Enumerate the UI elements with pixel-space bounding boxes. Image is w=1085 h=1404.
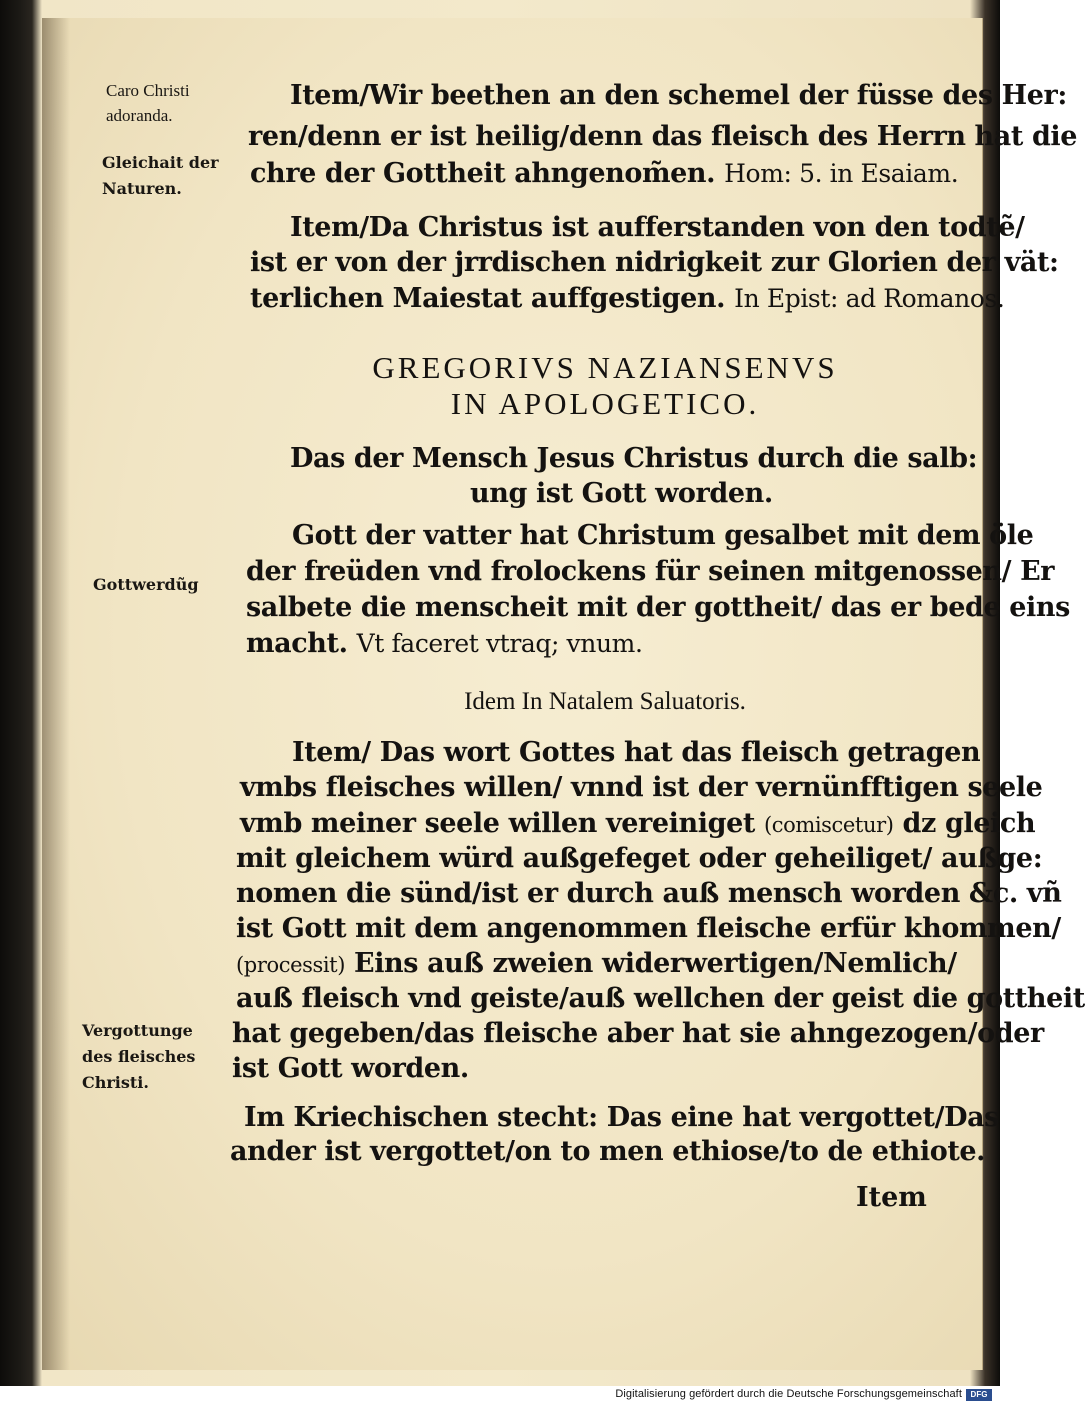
text-line: Im Kriechischen stecht: Das eine hat vergottet/Das — [244, 1102, 999, 1133]
text-segment: dz gleich — [902, 808, 1036, 839]
text-line: nomen die sünd/ist er durch auß mensch worden &c. vñ — [236, 878, 1062, 909]
text-line: Item/ Das wort Gottes hat das fleisch getragen — [292, 737, 981, 768]
text-line: salbete die menscheit mit der gottheit/ das er bede eins — [246, 592, 1070, 623]
margin-note: Naturen. — [102, 179, 182, 198]
margin-note: Gleichait der — [102, 153, 219, 172]
text-line — [250, 158, 958, 189]
text-line — [240, 808, 1035, 839]
text-line: der freüden vnd frolockens für seinen mitgenossen/ Er — [246, 556, 1055, 587]
footer-bar — [0, 1386, 1000, 1404]
section-heading: IN APOLOGETICO. — [450, 386, 760, 421]
latin-gloss: (processit) — [236, 953, 346, 977]
text-line: vmbs fleisches willen/ vnnd ist der vernünfftigen seele — [240, 772, 1043, 803]
latin-phrase: Vt faceret vtraq; vnum. — [356, 629, 643, 658]
margin-note: Vergottunge — [82, 1021, 193, 1040]
text-line — [236, 948, 957, 979]
margin-note: des fleisches — [82, 1047, 196, 1066]
citation: Hom: 5. in Esaiam. — [724, 159, 959, 188]
margin-note: Caro Christi — [106, 81, 190, 100]
catchword: Item — [856, 1182, 927, 1213]
dfg-logo: DFG — [966, 1389, 992, 1401]
text-segment: terlichen Maiestat auffgestigen. — [250, 283, 726, 314]
text-line: hat gegeben/das fleische aber hat sie ahngezogen/oder — [232, 1018, 1044, 1049]
text-segment: macht. — [246, 628, 348, 659]
text-line: Item/Wir beethen an den schemel der füsse des Her: — [290, 80, 1067, 111]
text-line: Gott der vatter hat Christum gesalbet mit dem öle — [292, 520, 1034, 551]
footer-credit: Digitalisierung gefördert durch die Deutsche Forschungsgemeinschaft — [615, 1388, 962, 1400]
text-line: ist Gott worden. — [232, 1053, 469, 1084]
text-segment: Eins auß zweien widerwertigen/Nemlich/ — [354, 948, 957, 979]
text-line: auß fleisch vnd geiste/auß wellchen der geist die gottheit — [236, 983, 1085, 1014]
margin-note: Gottwerdũg — [93, 575, 199, 594]
text-line — [250, 283, 1004, 314]
citation: In Epist: ad Romanos. — [734, 284, 1005, 313]
subheading: ung ist Gott worden. — [470, 478, 773, 509]
text-line: mit gleichem würd außgefeget oder geheiliget/ außge: — [236, 843, 1043, 874]
gutter-shadow — [42, 18, 70, 1370]
text-line: ist er von der jrrdischen nidrigkeit zur Glorien der vät: — [250, 247, 1059, 278]
text-line: ander ist vergottet/on to men ethiose/to de ethiote. — [230, 1136, 986, 1167]
text-segment: chre der Gottheit ahngenom̃en. — [250, 158, 716, 189]
latin-gloss: (comiscetur) — [763, 813, 894, 837]
text-line: Item/Da Christus ist aufferstanden von den todtẽ/ — [290, 212, 1025, 243]
margin-note: Christi. — [82, 1073, 149, 1092]
section-heading: GREGORIVS NAZIANSENVS — [372, 350, 838, 385]
text-line — [246, 628, 643, 659]
text-line: ist Gott mit dem angenommen fleische erfür khommen/ — [236, 913, 1061, 944]
text-segment: vmb meiner seele willen vereiniget — [240, 808, 755, 839]
margin-note: adoranda. — [106, 106, 173, 125]
idem-heading: Idem In Natalem Saluatoris. — [464, 688, 746, 715]
subheading: Das der Mensch Jesus Christus durch die salb: — [290, 443, 978, 474]
text-line: ren/denn er ist heilig/denn das fleisch des Herrn hat die — [248, 121, 1078, 152]
